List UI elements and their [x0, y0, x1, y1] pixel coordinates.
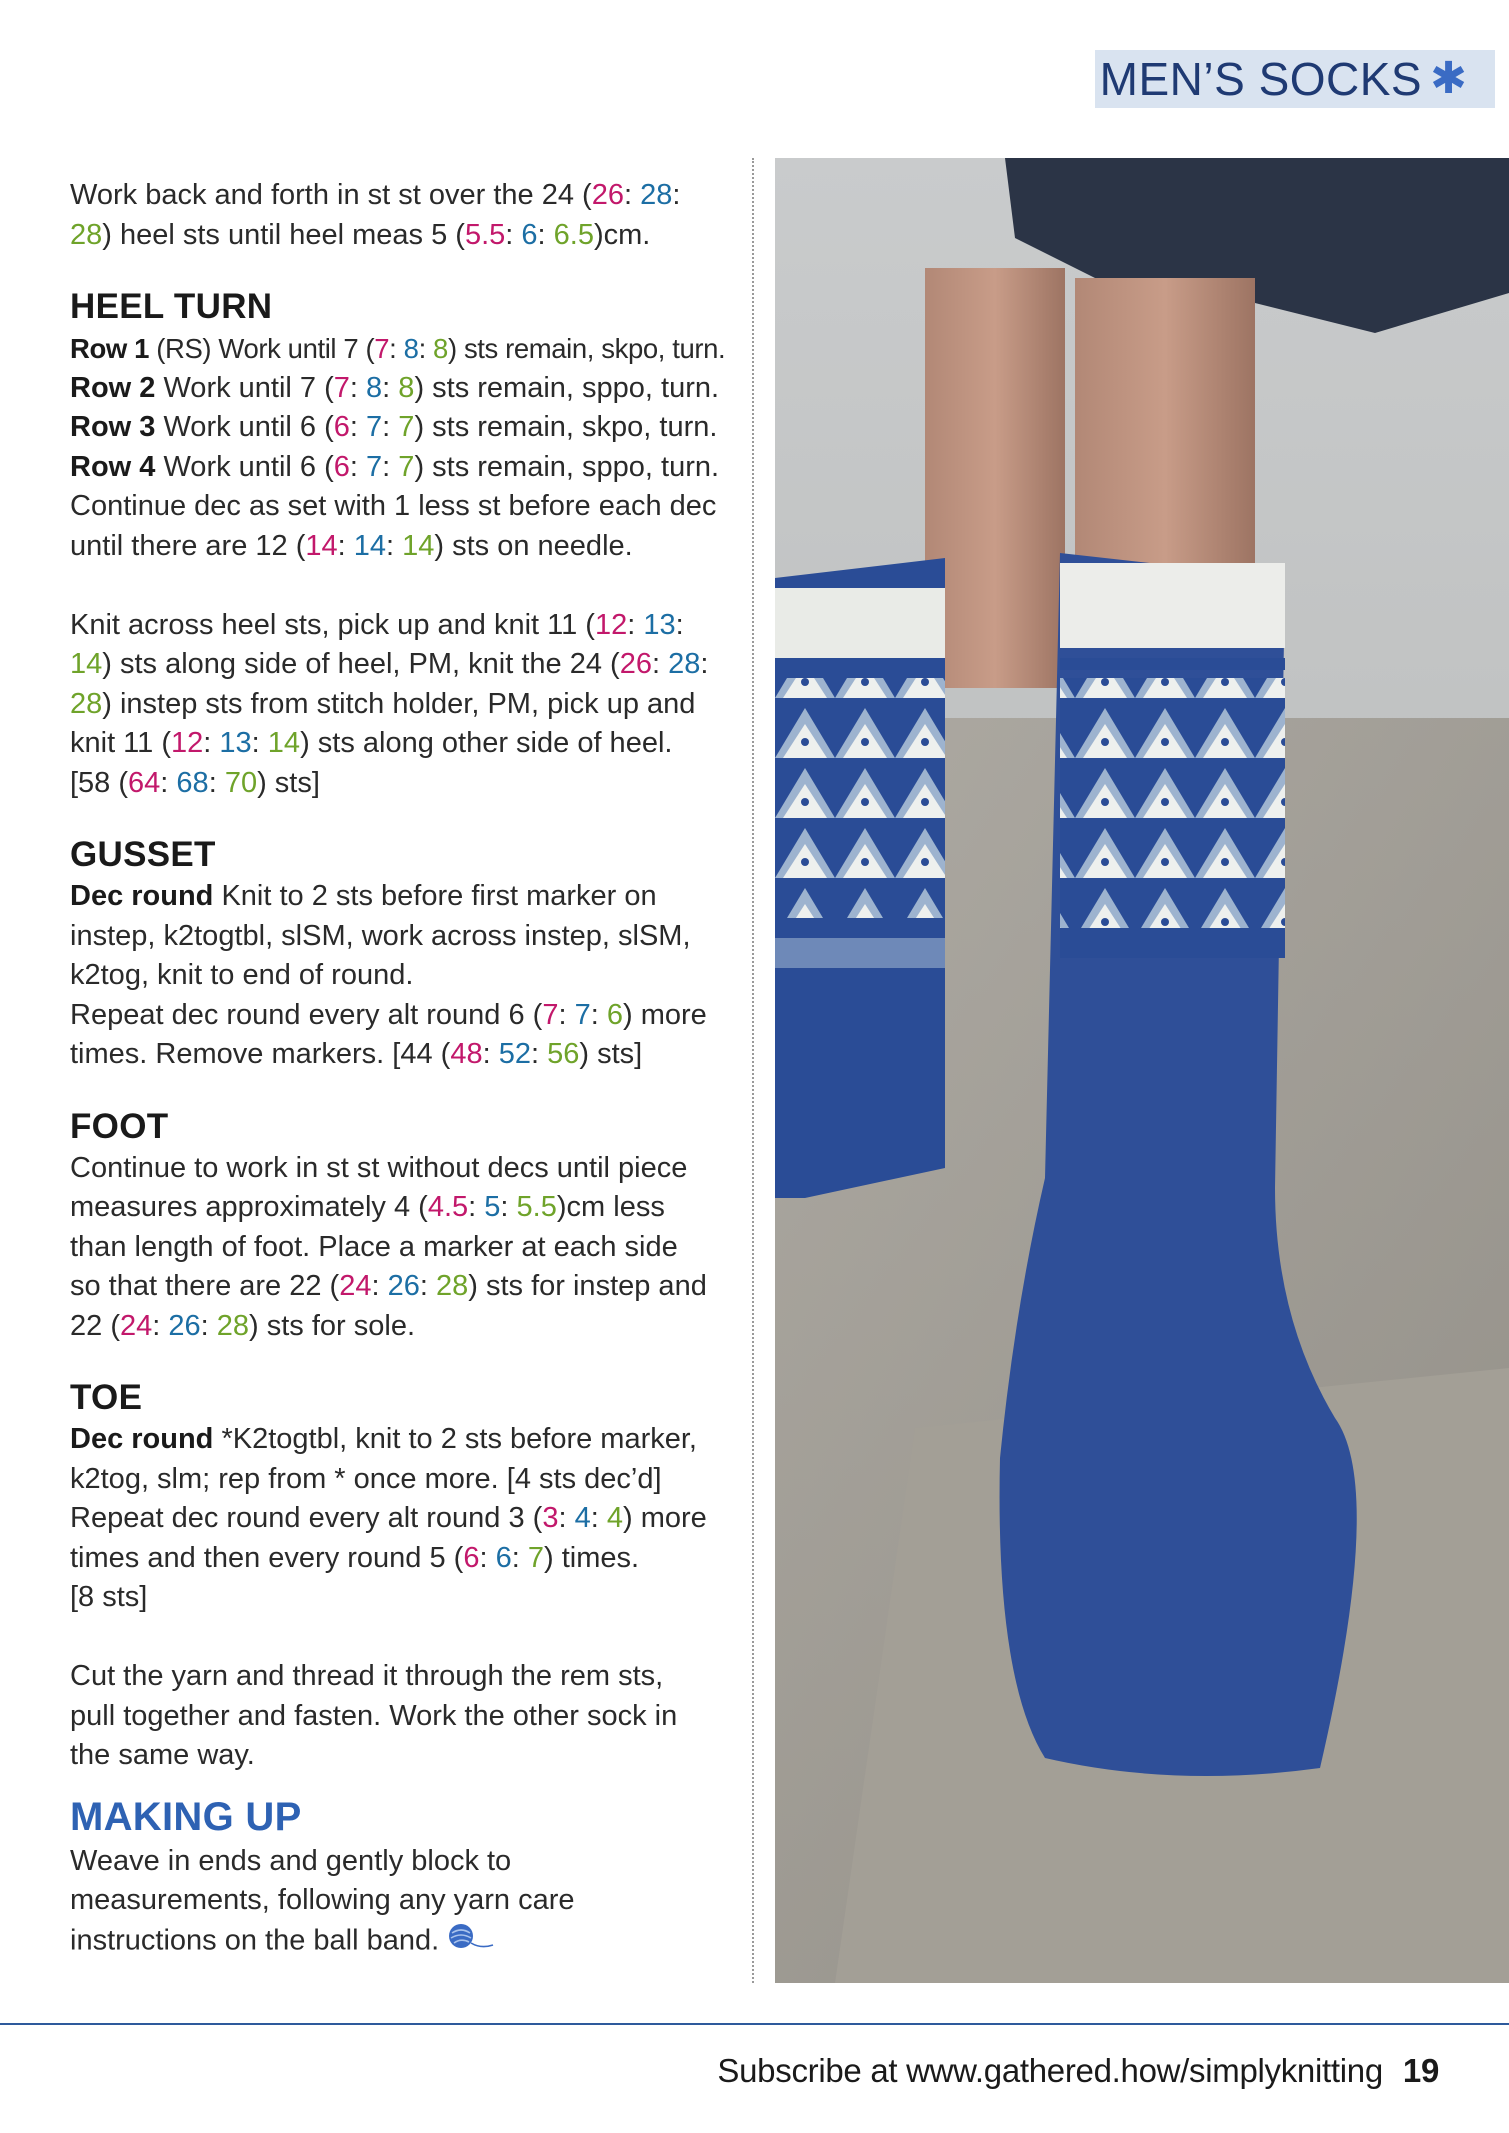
- heading-making-up: MAKING UP: [70, 1794, 302, 1839]
- size-value: 24: [339, 1270, 372, 1302]
- size-value: 14: [402, 529, 435, 562]
- gusset-paragraph: Dec round Knit to 2 sts before first marker on instep, k2togtbl, slSM, work across instep, slSM, k2tog, knit to end of round. Repeat dec round every alt round 6 (7: 7: 6) more times. Remove markers. [44 (48: 52: 56) sts]: [70, 880, 707, 1070]
- size-value: 7: [333, 371, 350, 404]
- size-value: 14: [267, 727, 301, 759]
- size-value: 6.5: [553, 218, 594, 251]
- body-text: ) sts for sole.: [249, 1309, 416, 1342]
- row-text: Work until 6 (: [155, 411, 334, 443]
- body-text: k2tog, slm; rep from * once more. [4 sts dec’d]: [70, 1462, 662, 1495]
- row-label: Row 1: [70, 333, 149, 364]
- size-value: 5.5: [464, 218, 506, 251]
- separator: :: [672, 179, 681, 211]
- size-value: 14: [70, 648, 103, 680]
- body-text: )cm less: [556, 1191, 665, 1223]
- size-value: 28: [70, 218, 103, 251]
- row-text: ) sts remain, sppo, turn.: [414, 450, 720, 483]
- body-text: so that there are 22 (: [70, 1270, 340, 1302]
- intro-paragraph: Work back and forth in st st over the 24 (26: 28: 28) heel sts until heel meas 5 (5.5: 6: 6.5)cm.: [70, 179, 681, 251]
- body-text: ) sts for instep and: [468, 1270, 707, 1302]
- column-divider: [752, 158, 754, 1983]
- heel-continue: Continue dec as set with 1 less st before each dec until there are 12 (14: 14: 14) sts on needle.: [70, 490, 717, 562]
- size-value: 6: [333, 450, 350, 483]
- size-value: 4.5: [427, 1191, 469, 1223]
- page-number: 19: [1402, 2052, 1439, 2089]
- size-value: 13: [219, 727, 252, 759]
- size-value: 6: [606, 998, 624, 1031]
- row-label: Row 4: [70, 450, 156, 483]
- size-value: 24: [119, 1309, 153, 1342]
- separator: :: [623, 179, 641, 211]
- body-text: Weave in ends and gently block to: [70, 1844, 512, 1877]
- body-text: Continue dec as set with 1 less st before each dec: [70, 490, 717, 522]
- body-text: measures approximately 4 (: [70, 1191, 428, 1223]
- footer-rule: [0, 2023, 1509, 2025]
- cut-paragraph: [70, 1657, 740, 1776]
- section-header: [1095, 50, 1495, 108]
- heading-gusset: GUSSET: [70, 835, 216, 874]
- size-value: 14: [305, 529, 338, 562]
- size-value: 68: [176, 766, 209, 799]
- body-text: ) sts]: [257, 766, 320, 799]
- size-value: 6: [463, 1541, 480, 1574]
- section-title: MEN’S SOCKS: [1099, 53, 1423, 105]
- body-text: instep, k2togtbl, slSM, work across instep, slSM,: [70, 919, 691, 952]
- heel-row-3: Row 3 Work until 6 (6: 7: 7) sts remain, skpo, turn.: [70, 411, 718, 443]
- heel-row-4: Row 4 Work until 6 (6: 7: 7) sts remain, sppo, turn.: [70, 450, 720, 483]
- size-value: 7: [398, 450, 415, 483]
- size-value: 26: [591, 179, 624, 211]
- size-value: 6: [521, 218, 538, 251]
- row-text: ) sts remain, skpo, turn.: [414, 411, 718, 443]
- yarn-ball-icon: [447, 1921, 495, 1963]
- size-value: 7: [366, 411, 383, 443]
- size-value: 8: [398, 371, 415, 404]
- pickup-paragraph: Knit across heel sts, pick up and knit 11 (12: 13: 14) sts along side of heel, PM, knit the 24 (26: 28: 28) instep sts from stitch holder, PM, pick up and knit 11 (12: 13: 14) sts along other side of heel. [58 (64: 68: 70) sts]: [70, 608, 709, 799]
- size-value: 28: [436, 1270, 469, 1302]
- body-text: knit 11 (: [70, 727, 172, 759]
- size-value: 14: [353, 529, 387, 562]
- separator: :: [700, 648, 709, 680]
- size-value: 28: [70, 687, 103, 720]
- subscribe-link[interactable]: Subscribe at www.gathered.how/simplyknitting: [717, 2052, 1383, 2089]
- row-text: ) sts remain, sppo, turn.: [414, 371, 720, 404]
- body-text: ) sts on needle.: [434, 529, 633, 562]
- body-text: ) more: [623, 1502, 707, 1534]
- body-text: ) sts]: [579, 1038, 643, 1070]
- body-text: measurements, following any yarn care: [70, 1884, 575, 1916]
- body-text: pull together and fasten. Work the other sock in: [70, 1699, 678, 1732]
- row-label: Dec round: [70, 880, 214, 912]
- size-value: 52: [498, 1038, 531, 1070]
- body-text: times and then every round 5 (: [70, 1541, 464, 1574]
- footer: [717, 2052, 1439, 2090]
- body-text: than length of foot. Place a marker at each side: [70, 1230, 678, 1263]
- body-text: ) sts along other side of heel.: [300, 727, 673, 759]
- body-text: [58 (: [70, 766, 129, 799]
- heading-heel-turn: HEEL TURN: [70, 287, 273, 326]
- size-value: 8: [403, 333, 419, 364]
- heading-toe: TOE: [70, 1378, 143, 1417]
- size-value: 6: [495, 1541, 512, 1574]
- body-text: *K2togtbl, knit to 2 sts before marker,: [213, 1423, 697, 1455]
- size-value: 7: [398, 411, 415, 443]
- body-text: Repeat dec round every alt round 3 (: [70, 1502, 543, 1534]
- size-value: 26: [168, 1309, 201, 1342]
- making-up-paragraph: [70, 1842, 740, 1963]
- size-value: 28: [216, 1309, 250, 1342]
- body-text: until there are 12 (: [70, 529, 306, 562]
- body-text: instructions on the ball band.: [70, 1923, 440, 1956]
- size-value: 64: [128, 766, 161, 799]
- size-value: 13: [643, 608, 676, 641]
- size-value: 7: [542, 998, 559, 1031]
- size-value: 28: [668, 648, 701, 680]
- body-text: [8 sts]: [70, 1581, 148, 1613]
- size-value: 8: [366, 371, 383, 404]
- body-text: ) sts along side of heel, PM, knit the 24 (: [102, 648, 620, 680]
- body-text: ) times.: [544, 1541, 640, 1574]
- row-text: Work until 7 (: [155, 371, 334, 404]
- intro-text: ) heel sts until heel meas 5 (: [102, 218, 465, 251]
- size-value: 5: [484, 1191, 501, 1223]
- body-text: k2tog, knit to end of round.: [70, 959, 414, 991]
- size-value: 5.5: [516, 1191, 557, 1223]
- body-text: Knit to 2 sts before first marker on: [213, 880, 657, 912]
- body-text: times. Remove markers. [44 (: [70, 1038, 451, 1070]
- asterisk-flower-icon: ✱: [1430, 54, 1467, 103]
- intro-text: Work back and forth in st st over the 24 (: [70, 179, 592, 211]
- row-text: (RS) Work until 7 (: [148, 333, 375, 364]
- knitted-socks-photo: [775, 158, 1509, 1983]
- size-value: 48: [450, 1038, 483, 1070]
- size-value: 28: [640, 179, 673, 211]
- body-text: Continue to work in st st without decs until piece: [70, 1151, 688, 1184]
- toe-paragraph: Dec round *K2togtbl, knit to 2 sts before marker, k2tog, slm; rep from * once more. [4 sts dec’d] Repeat dec round every alt round 3 (3: 4: 4) more times and then every round 5 (6: 6: 7) times. [8 sts]: [70, 1423, 707, 1613]
- size-value: 56: [547, 1038, 580, 1070]
- size-value: 70: [224, 766, 258, 799]
- size-value: 7: [527, 1541, 544, 1574]
- row-label: Dec round: [70, 1423, 214, 1455]
- body-text: Cut the yarn and thread it through the rem sts,: [70, 1660, 664, 1692]
- size-value: 8: [433, 333, 448, 364]
- separator: :: [675, 608, 684, 641]
- size-value: 6: [333, 411, 350, 443]
- body-text: Knit across heel sts, pick up and knit 11 (: [70, 608, 595, 641]
- row-text: ) sts remain, skpo, turn.: [447, 333, 726, 364]
- size-value: 12: [171, 727, 204, 759]
- size-value: 12: [594, 608, 628, 641]
- foot-paragraph: Continue to work in st st without decs until piece measures approximately 4 (4.5: 5: 5.5)cm less than length of foot. Place a marker at each side so that there are 22 (24: 26: 28) sts for instep and 22 (24: 26: 28) sts for sole.: [70, 1151, 707, 1342]
- size-value: 7: [366, 450, 383, 483]
- row-text: Work until 6 (: [155, 450, 334, 483]
- row-label: Row 3: [70, 411, 156, 443]
- size-value: 26: [387, 1270, 420, 1302]
- heel-row-2: Row 2 Work until 7 (7: 8: 8) sts remain, sppo, turn.: [70, 371, 720, 404]
- size-value: 7: [574, 998, 591, 1031]
- body-text: the same way.: [70, 1739, 255, 1771]
- intro-text: )cm.: [593, 218, 651, 251]
- body-text: 22 (: [70, 1309, 120, 1342]
- size-value: 4: [574, 1502, 591, 1534]
- size-value: 4: [606, 1502, 624, 1534]
- heel-row-1: Row 1 (RS) Work until 7 (7: 8: 8) sts remain, skpo, turn.: [70, 333, 726, 364]
- row-label: Row 2: [70, 371, 156, 404]
- size-value: 7: [374, 333, 390, 364]
- size-value: 26: [619, 648, 652, 680]
- body-text: ) instep sts from stitch holder, PM, pick up and: [102, 687, 696, 720]
- body-text: Repeat dec round every alt round 6 (: [70, 998, 543, 1031]
- body-text: ) more: [623, 998, 707, 1031]
- size-value: 3: [542, 1502, 559, 1534]
- pattern-text-column: [70, 176, 740, 1962]
- heading-foot: FOOT: [70, 1106, 169, 1146]
